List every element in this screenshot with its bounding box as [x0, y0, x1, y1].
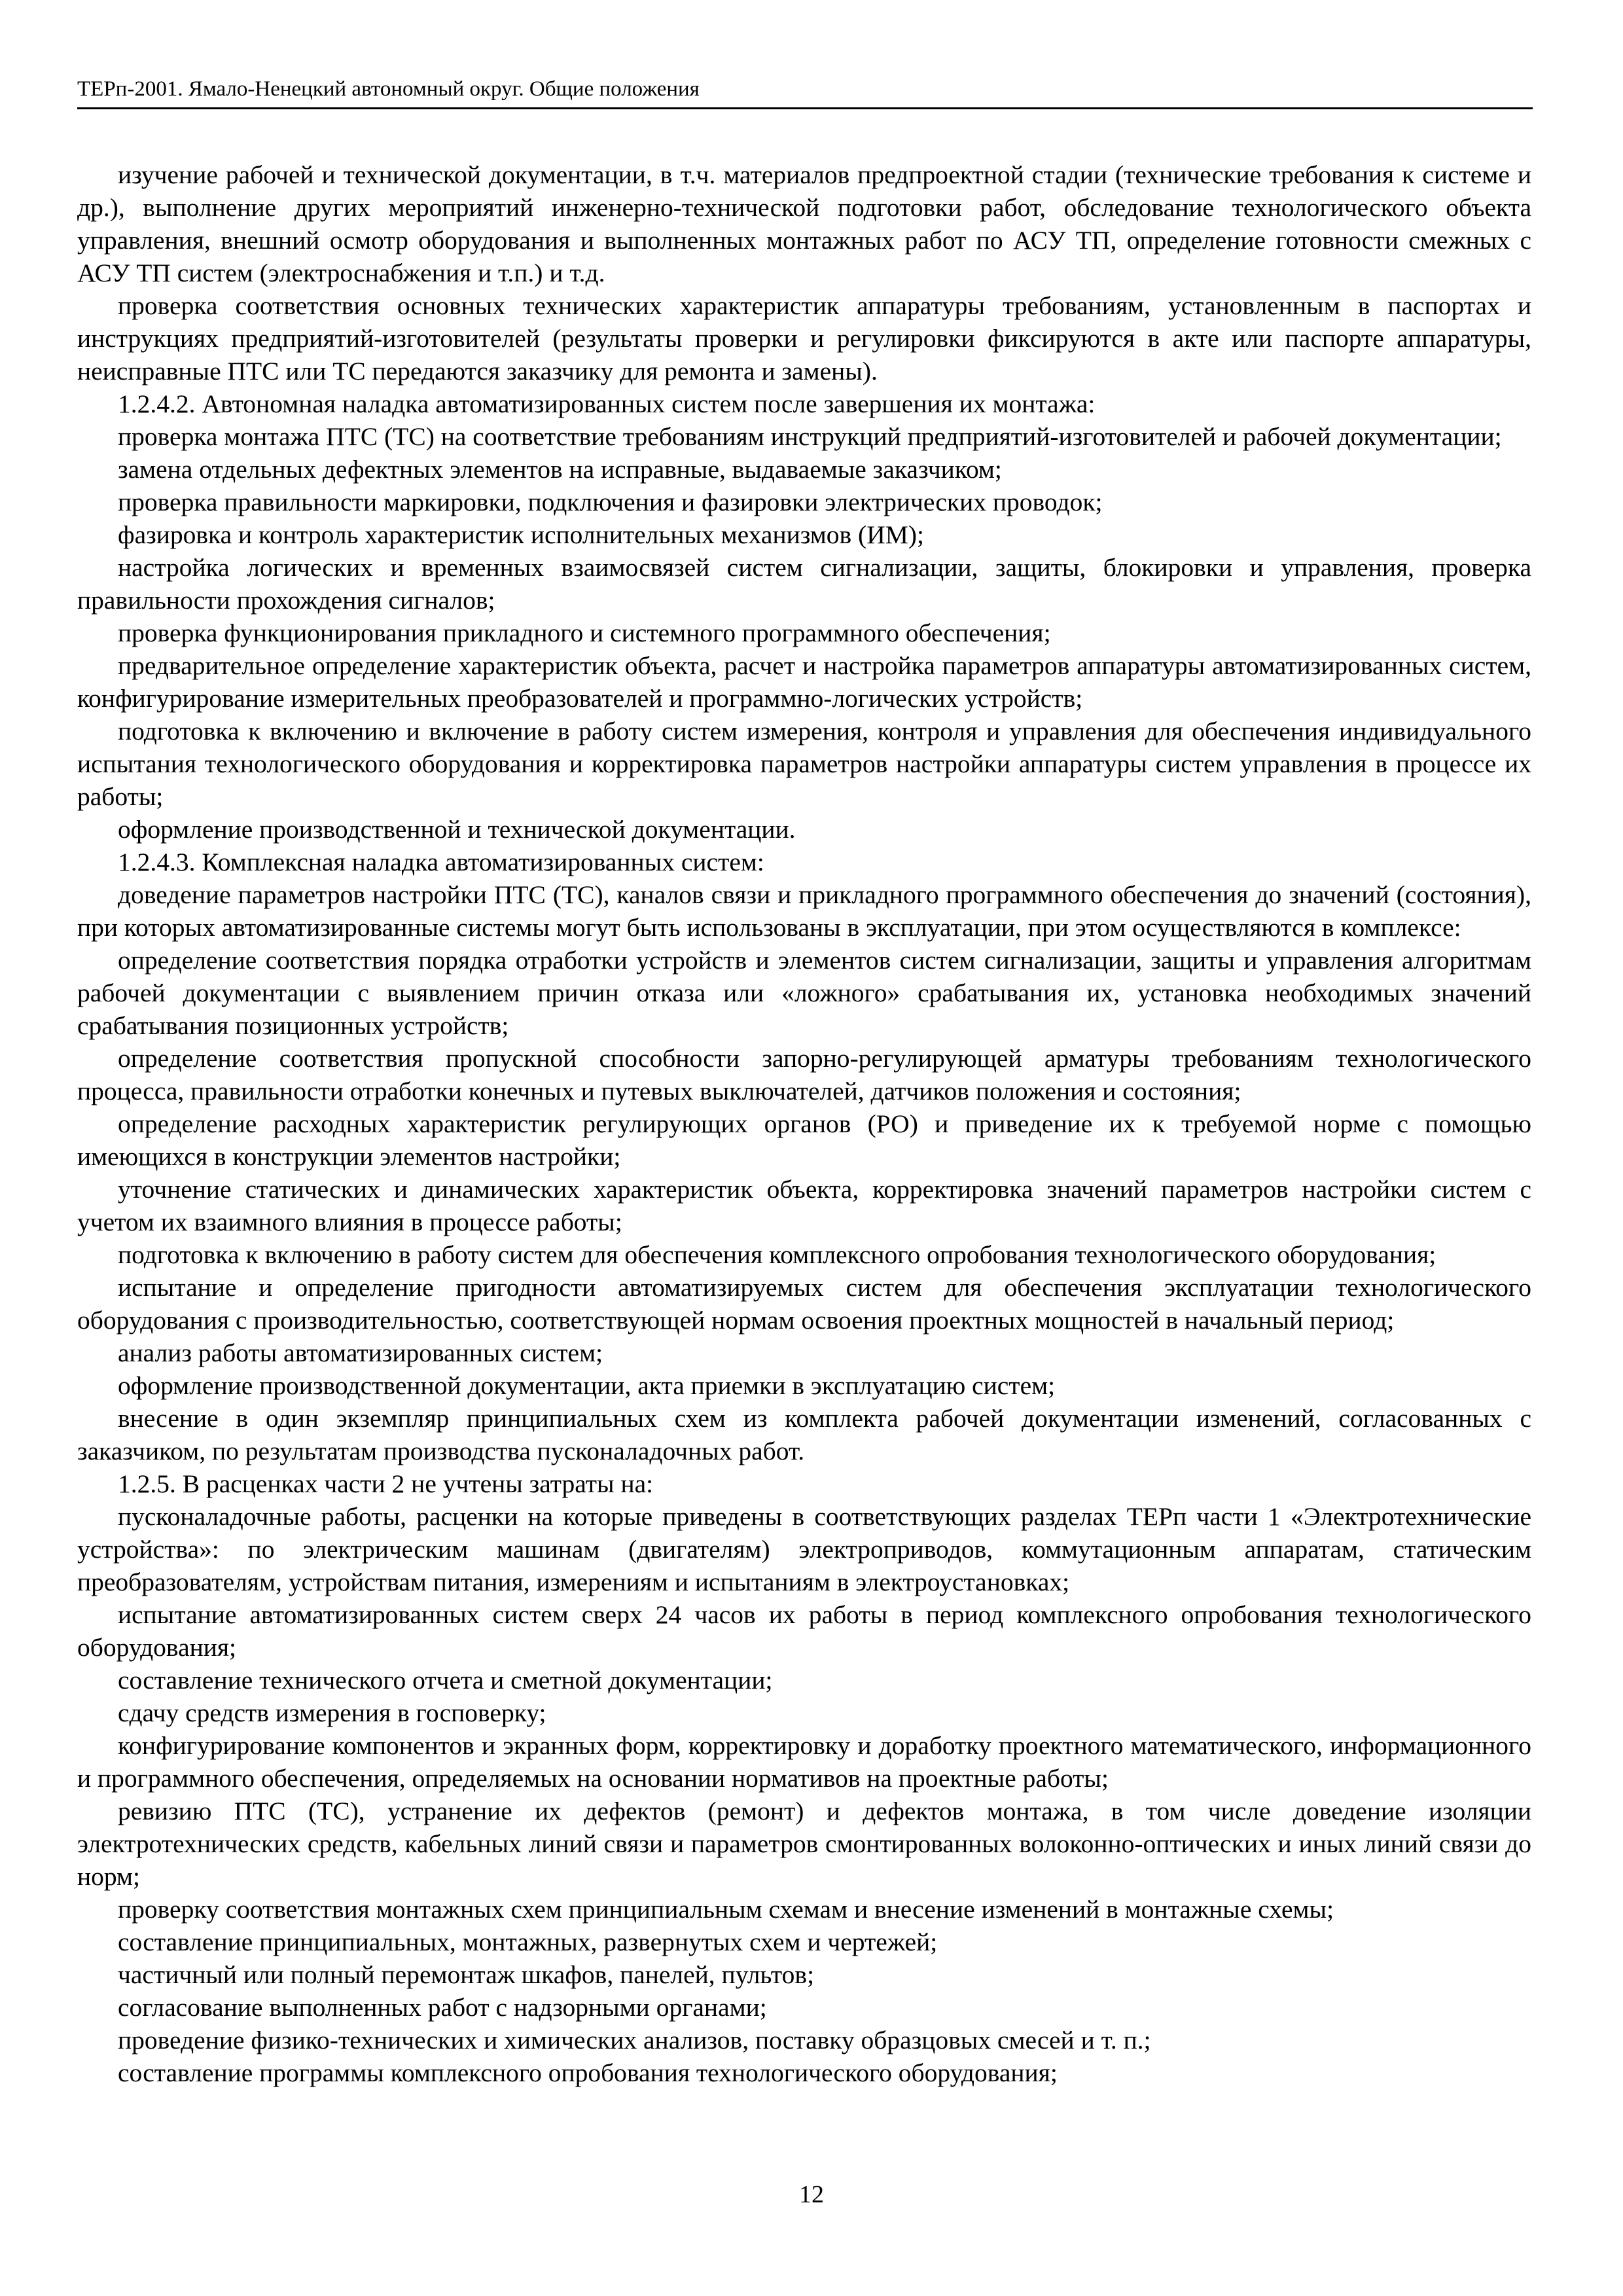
- paragraph: испытание автоматизированных систем сверх 24 часов их работы в период комплексного опробования технологического оборудования;: [77, 1600, 1531, 1662]
- paragraph: проверка монтажа ПТС (ТС) на соответствие требованиям инструкций предприятий-изготовителей и рабочей документации;: [118, 422, 1502, 451]
- paragraph: определение соответствия порядка отработки устройств и элементов систем сигнализации, защиты и управления алгоритмам рабочей документации с выявлением причин отказа или «ложного» срабатывания их, установка необходимых значений срабатывания позиционных устройств;: [77, 946, 1531, 1040]
- paragraph: конфигурирование компонентов и экранных форм, корректировку и доработку проектного математического, информационного и программного обеспечения, определяемых на основании нормативов на проектные работы;: [77, 1731, 1531, 1793]
- paragraph: подготовка к включению и включение в работу систем измерения, контроля и управления для обеспечения индивидуального испытания технологического оборудования и корректировка параметров настройки аппаратуры систем управления в процессе их работы;: [77, 717, 1531, 811]
- section-heading: 1.2.4.3. Комплексная наладка автоматизированных систем:: [118, 848, 764, 876]
- paragraph: замена отдельных дефектных элементов на исправные, выдаваемые заказчиком;: [118, 455, 1002, 484]
- paragraph: фазировка и контроль характеристик исполнительных механизмов (ИМ);: [118, 520, 924, 549]
- paragraph: испытание и определение пригодности автоматизируемых систем для обеспечения эксплуатации технологического оборудования с производительностью, соответствующей нормам освоения проектных мощностей в начальный период;: [77, 1273, 1531, 1335]
- page-number-label: 12: [799, 2181, 824, 2208]
- section-heading: 1.2.4.2. Автономная наладка автоматизированных систем после завершения их монтажа:: [118, 389, 1096, 418]
- paragraph: ревизию ПТС (ТС), устранение их дефектов (ремонт) и дефектов монтажа, в том числе доведение изоляции электротехнических средств, кабельных линий связи и параметров смонтированных волоконно-оптических и иных линий связи до норм;: [77, 1797, 1531, 1891]
- paragraph: предварительное определение характеристик объекта, расчет и настройка параметров аппаратуры автоматизированных систем, конфигурирование измерительных преобразователей и программно-логических устройств;: [77, 651, 1531, 713]
- paragraph: проверка правильности маркировки, подключения и фазировки электрических проводок;: [118, 488, 1103, 516]
- page-number: [0, 2179, 1623, 2210]
- paragraph: настройка логических и временных взаимосвязей систем сигнализации, защиты, блокировки и управления, проверка правильности прохождения сигналов;: [77, 553, 1531, 615]
- running-header: [77, 76, 1533, 109]
- paragraph: оформление производственной документации, акта приемки в эксплуатацию систем;: [118, 1371, 1056, 1400]
- paragraph: согласование выполненных работ с надзорными органами;: [118, 1993, 767, 2022]
- paragraph: проверка функционирования прикладного и системного программного обеспечения;: [118, 619, 1051, 647]
- paragraph: подготовка к включению в работу систем для обеспечения комплексного опробования технологического оборудования;: [118, 1240, 1436, 1269]
- paragraph: определение соответствия пропускной способности запорно-регулирующей арматуры требованиям технологического процесса, правильности отработки конечных и путевых выключателей, датчиков положения и состояния;: [77, 1044, 1531, 1105]
- running-title: ТЕРп-2001. Ямало-Ненецкий автономный округ. Общие положения: [77, 77, 700, 101]
- paragraph: составление технического отчета и сметной документации;: [118, 1666, 773, 1695]
- paragraph: проверку соответствия монтажных схем принципиальным схемам и внесение изменений в монтажные схемы;: [118, 1895, 1334, 1924]
- paragraph: внесение в один экземпляр принципиальных схем из комплекта рабочей документации изменений, согласованных с заказчиком, по результатам производства пусконаладочных работ.: [77, 1404, 1531, 1465]
- paragraph: определение расходных характеристик регулирующих органов (РО) и приведение их к требуемой норме с помощью имеющихся в конструкции элементов настройки;: [77, 1109, 1531, 1171]
- document-body: [77, 158, 1531, 2089]
- paragraph: проведение физико-технических и химических анализов, поставку образцовых смесей и т. п.;: [118, 2026, 1151, 2054]
- paragraph: пусконаладочные работы, расценки на которые приведены в соответствующих разделах ТЕРп части 1 «Электротехнические устройства»: по электрическим машинам (двигателям) электроприводов, коммутационным аппаратам, статическим преобразователям, устройствам питания, измерениям и испытаниям в электроустановках;: [77, 1502, 1531, 1596]
- paragraph: проверка соответствия основных технических характеристик аппаратуры требованиям, установленным в паспортах и инструкциях предприятий-изготовителей (результаты проверки и регулировки фиксируются в акте или паспорте аппаратуры, неисправные ПТС или ТС передаются заказчику для ремонта и замены).: [77, 291, 1531, 386]
- paragraph: уточнение статических и динамических характеристик объекта, корректировка значений параметров настройки систем с учетом их взаимного влияния в процессе работы;: [77, 1175, 1531, 1236]
- paragraph: частичный или полный перемонтаж шкафов, панелей, пультов;: [118, 1960, 815, 1989]
- paragraph: оформление производственной и технической документации.: [118, 815, 796, 844]
- paragraph: составление программы комплексного опробования технологического оборудования;: [118, 2058, 1058, 2087]
- paragraph: составление принципиальных, монтажных, развернутых схем и чертежей;: [118, 1928, 938, 1956]
- paragraph: сдачу средств измерения в госповерку;: [118, 1698, 546, 1727]
- section-heading: 1.2.5. В расценках части 2 не учтены затраты на:: [118, 1469, 654, 1498]
- paragraph: анализ работы автоматизированных систем;: [118, 1338, 603, 1367]
- paragraph: доведение параметров настройки ПТС (ТС), каналов связи и прикладного программного обеспечения до значений (состояния), при которых автоматизированные системы могут быть использованы в эксплуатации, при этом осуществляются в комплексе:: [77, 880, 1531, 942]
- paragraph: изучение рабочей и технической документации, в т.ч. материалов предпроектной стадии (технические требования к системе и др.), выполнение других мероприятий инженерно-технической подготовки работ, обследование технологического объекта управления, внешний осмотр оборудования и выполненных монтажных работ по АСУ ТП, определение готовности смежных с АСУ ТП систем (электроснабжения и т.п.) и т.д.: [77, 160, 1531, 287]
